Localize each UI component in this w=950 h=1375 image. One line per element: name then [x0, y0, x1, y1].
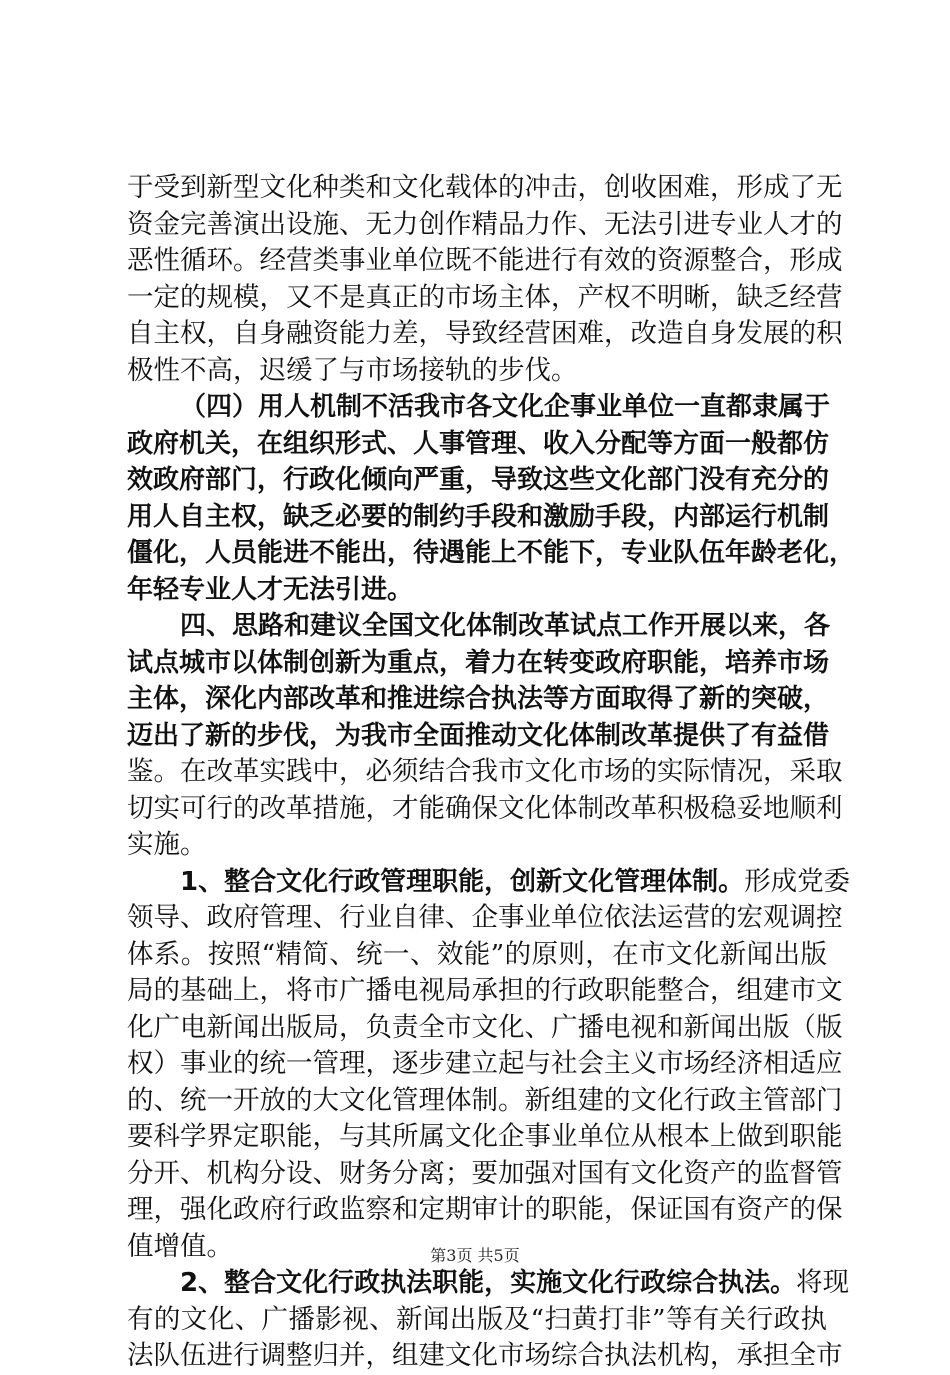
text-line: 化广电新闻出版局，负责全市文化、广播电视和新闻出版（版 [127, 1011, 843, 1043]
text-line: 效政府部门，行政化倾向严重，导致这些文化部门没有充分的 [127, 465, 830, 495]
text-line: 的、统一开放的大文化管理体制。新组建的文化行政主管部门 [127, 1084, 843, 1116]
text-line: 领导、政府管理、行业自律、企事业单位依法运营的宏观调控 [127, 902, 843, 933]
text-line: 局的基础上，将市广播电视局承担的行政职能整合，组建市文 [127, 975, 843, 1006]
text-line: 年轻专业人才无法引进。 [127, 574, 414, 605]
text-line: 主体，深化内部改革和推进综合执法等方面取得了新的突破， [127, 684, 830, 714]
text-line: 分开、机构分设、财务分离；要加强对国有文化资产的监督管 [127, 1157, 843, 1189]
text-line: 要科学界定职能，与其所属文化企事业单位从根本上做到职能 [127, 1121, 843, 1152]
text-line [127, 864, 851, 901]
page-number-footer: 第3页 共5页 [430, 1246, 520, 1265]
paragraph [127, 864, 851, 1266]
text-line: 一定的规模，又不是真正的市场主体，产权不明晰，缺乏经营 [127, 281, 843, 313]
text-line: 值增值。 [127, 1230, 233, 1262]
text-line [127, 1265, 850, 1302]
text-line: 法队伍进行调整归并，组建文化市场综合执法机构，承担全市 [127, 1340, 843, 1371]
document-body [127, 170, 856, 1375]
text-line: 迈出了新的步伐，为我市全面推动文化体制改革提供了有益借 [127, 720, 830, 751]
text-line: （四）用人机制不活我市各文化企事业单位一直都隶属于 [180, 392, 831, 422]
text-line: 权）事业的统一管理，逐步建立起与社会主义市场经济相适应 [127, 1048, 843, 1079]
text-line: 僵化，人员能进不能出，待遇能上不能下，专业队伍年龄老化， [127, 538, 856, 568]
text-line: 有的文化、广播影视、新闻出版及“扫黄打非”等有关行政执 [127, 1303, 827, 1335]
text-run: 形成党委 [744, 865, 851, 897]
section-heading: 2、整合文化行政执法职能，实施文化行政综合执法。 [180, 1268, 797, 1298]
paragraph [127, 1265, 850, 1375]
text-run: 将现 [796, 1267, 850, 1298]
text-line: 试点城市以体制创新为重点，着力在转变政府职能，培养市场 [127, 647, 830, 678]
text-line: 于受到新型文化种类和文化载体的冲击，创收困难，形成了无 [127, 172, 843, 203]
text-line: 体系。按照“精简、统一、效能”的原则，在市文化新闻出版 [127, 938, 827, 970]
paragraph [127, 170, 843, 389]
text-line: 资金完善演出设施、无力创作精品力作、无法引进专业人才的 [127, 208, 843, 240]
text-line: 恶性循环。经营类事业单位既不能进行有效的资源整合，形成 [127, 245, 843, 276]
text-line: 自主权，自身融资能力差，导致经营困难，改造自身发展的积 [127, 318, 843, 349]
text-line: 理，强化政府行政监察和定期审计的职能，保证国有资产的保 [127, 1194, 843, 1225]
text-line: 切实可行的改革措施，才能确保文化体制改革积极稳妥地顺利 [127, 792, 843, 824]
text-line: 用人自主权，缺乏必要的制约手段和激励手段，内部运行机制 [127, 501, 830, 532]
paragraph [127, 608, 843, 864]
paragraph [127, 389, 856, 608]
text-line: 鉴。在改革实践中，必须结合我市文化市场的实际情况，采取 [127, 756, 843, 787]
text-line: 四、思路和建议全国文化体制改革试点工作开展以来，各 [180, 611, 831, 641]
text-line: 实施。 [127, 829, 207, 860]
text-line: 极性不高，迟缓了与市场接轨的步伐。 [127, 354, 578, 386]
text-line: 政府机关，在组织形式、人事管理、收入分配等方面一般都仿 [127, 428, 830, 459]
section-heading: 1、整合文化行政管理职能，创新文化管理体制。 [180, 866, 745, 897]
